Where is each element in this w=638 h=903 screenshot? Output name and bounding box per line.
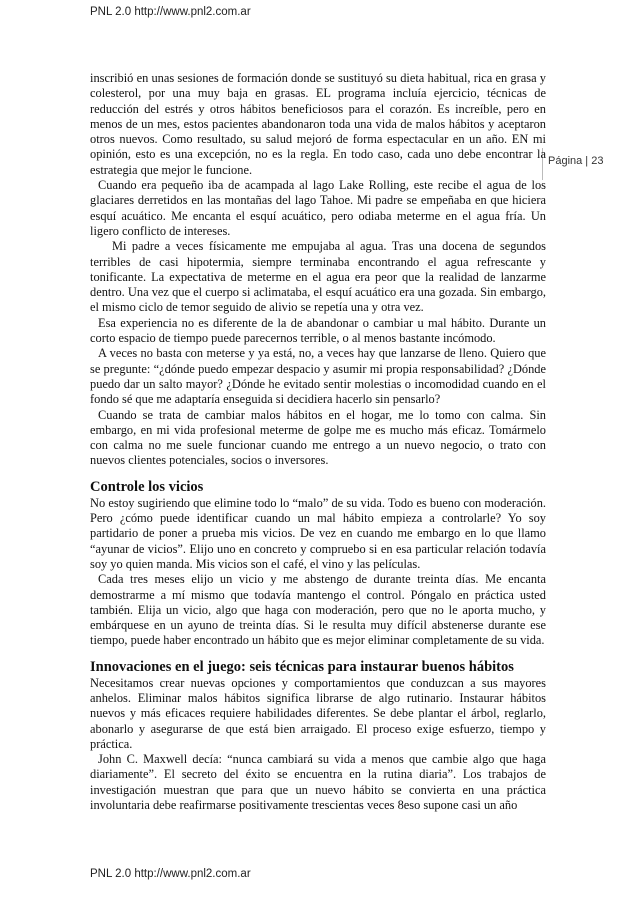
- paragraph: Necesitamos crear nuevas opciones y comportamientos que conduzcan a sus mayores anhelos. Eliminar malos hábitos significa librarse de algo rutinario. Instaurar hábitos nuevos y más eficaces requiere habilidades diferentes. Se debe plantar el árbol, reglarlo, abonarlo y asegurarse de que está bien arraigado. El proceso exige esfuerzo, tiempo y práctica.: [90, 675, 546, 751]
- paragraph: Mi padre a veces físicamente me empujaba al agua. Tras una docena de segundos terribles de casi hipotermia, siempre terminaba encontrando el agua refrescante y tonificante. La expectativa de meterme en el agua era peor que la realidad de lanzarme dentro. Una vez que el cuerpo si aclimataba, el esquí acuático era una gozada. Sin embargo, el mismo ciclo de temor seguido de alivio se repetía una y otra vez.: [90, 239, 546, 315]
- page-number: Página | 23: [548, 155, 604, 167]
- paragraph: Cuando se trata de cambiar malos hábitos en el hogar, me lo tomo con calma. Sin embargo, en mi vida profesional meterme de golpe me es mucho más eficaz. Tomármelo con calma no me suele funcionar cuando me entrego a un nuevo negocio, o trato con nuevos clientes potenciales, socios o inversores.: [90, 407, 546, 468]
- paragraph: A veces no basta con meterse y ya está, no, a veces hay que lanzarse de lleno. Quiero que se pregunte: “¿dónde puedo empezar despacio y asumir mi propia responsabilidad? ¿Dónde puedo dar un salto mayor? ¿Dónde he evitado sentir molestias o incomodidad cuando en el fondo sé que me adaptaría enseguida si decidiera hacerlo sin pensarlo?: [90, 346, 546, 407]
- page-footer: PNL 2.0 http://www.pnl2.com.ar: [90, 868, 251, 880]
- paragraph: Cuando era pequeño iba de acampada al lago Lake Rolling, este recibe el agua de los glaciares derretidos en las montañas del lago Tahoe. Mi padre se empeñaba en que hiciera esquí acuático. Me encanta el esquí acuático, pero odiaba meterme en el agua fría. Un ligero conflicto de intereses.: [90, 178, 546, 238]
- paragraph: John C. Maxwell decía: “nunca cambiará su vida a menos que cambie algo que haga diariamente”. El secreto del éxito se encuentra en la rutina diaria”. Los trabajos de investigación muestran que para que un nuevo hábito se convierta en una práctica involuntaria debe reafirmarse positivamente trescientas veces 8eso supone casi un año: [90, 752, 546, 813]
- paragraph: Cada tres meses elijo un vicio y me abstengo de durante treinta días. Me encanta demostrarme a mí mismo que todavía mantengo el control. Póngalo en práctica usted también. Elija un vicio, algo que haga con moderación, pero que no le aporta mucho, y embárquese en un ayuno de treinta días. Si le resulta muy difícil abstenerse durante ese tiempo, puede haber encontrado un hábito que es mejor eliminar completamente de su vida.: [90, 572, 546, 648]
- paragraph: Esa experiencia no es diferente de la de abandonar o cambiar u mal hábito. Durante un corto espacio de tiempo puede parecernos terrible, o al menos bastante incómodo.: [90, 315, 546, 346]
- page-header: PNL 2.0 http://www.pnl2.com.ar: [90, 6, 251, 18]
- section-heading: Controle los vicios: [90, 478, 204, 495]
- document-body: [90, 71, 546, 813]
- section-heading: Innovaciones en el juego: seis técnicas para instaurar buenos hábitos: [90, 658, 514, 675]
- paragraph: inscribió en unas sesiones de formación donde se sustituyó su dieta habitual, rica en grasa y colesterol, por una muy baja en grasas. EL programa incluía ejercicio, técnicas de reducción del estrés y otros hábitos beneficiosos para el corazón. Es increíble, pero en menos de un mes, estos pacientes abandonaron toda una vida de malos hábitos y aceptaron otros nuevos. Como resultado, su salud mejoró de forma espectacular en un año. EN mi opinión, esto es una excepción, no es la regla. En todo caso, cada uno debe encontrar la estrategia que mejor le funcione.: [90, 71, 546, 177]
- paragraph: No estoy sugiriendo que elimine todo lo “malo” de su vida. Todo es bueno con moderación. Pero ¿cómo puede identificar cuando un mal hábito empieza a controlarle? Yo soy partidario de poner a prueba mis vicios. De vez en cuando me embargo en lo que llamo “ayunar de vicios”. Elijo uno en concreto y compruebo si en esa particular relación todavía soy yo quien manda. Mis vicios son el café, el vino y las películas.: [90, 495, 546, 571]
